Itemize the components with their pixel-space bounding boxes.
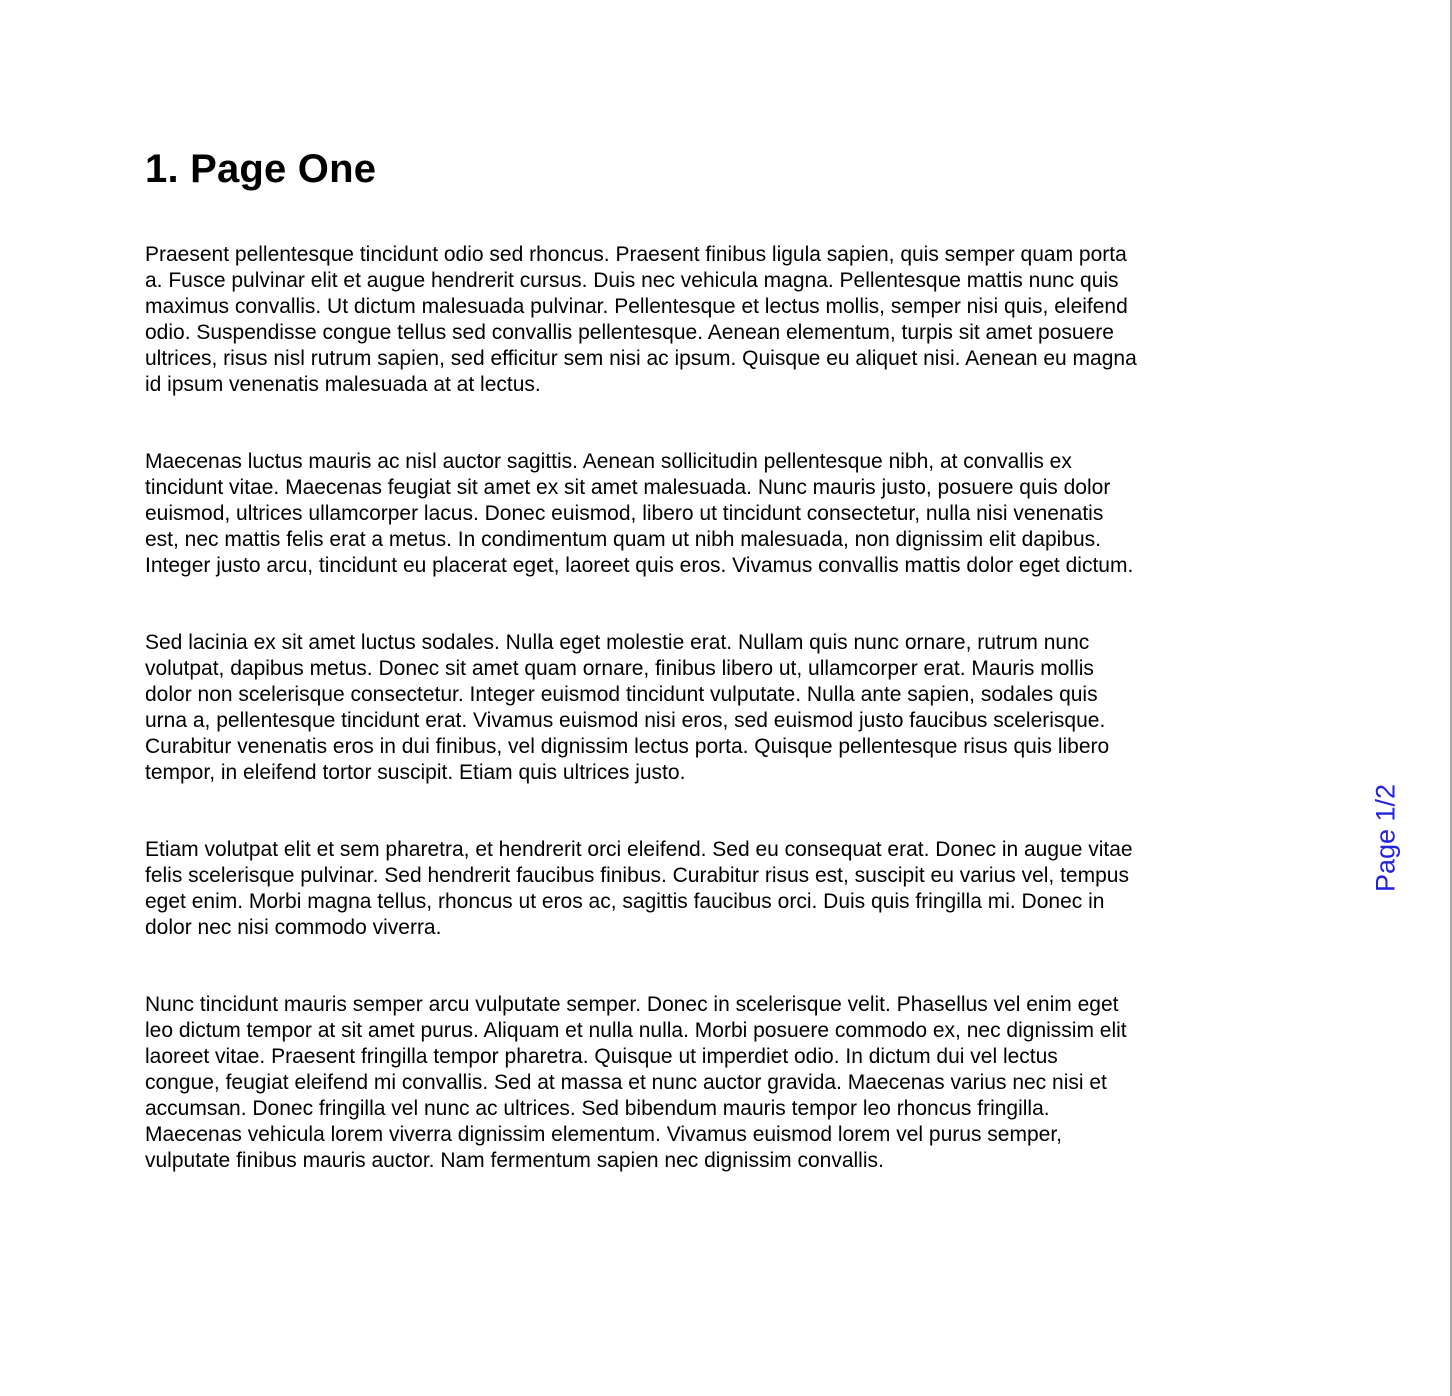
pagination-link[interactable]: Page 1/2 (1370, 783, 1401, 893)
paragraph-1: Praesent pellentesque tincidunt odio sed rhoncus. Praesent finibus ligula sapien, quis semper quam porta a. Fusce pulvinar elit et augue hendrerit cursus. Duis nec vehicula magna. Pellentesque mattis nunc quis maximus convallis. Ut dictum malesuada pulvinar. Pellentesque et lectus mollis, semper nisi quis, eleifend odio. Suspendisse congue tellus sed convallis pellentesque. Aenean elementum, turpis sit amet posuere ultrices, risus nisl rutrum sapien, sed efficitur sem nisi ac ipsum. Quisque eu aliquet nisi. Aenean eu magna id ipsum venenatis malesuada at at lectus. (145, 243, 1137, 396)
paragraph-4: Etiam volutpat elit et sem pharetra, et hendrerit orci eleifend. Sed eu consequat erat. Donec in augue vitae felis scelerisque pulvinar. Sed hendrerit faucibus finibus. Curabitur risus est, suscipit eu varius vel, tempus eget enim. Morbi magna tellus, rhoncus ut eros ac, sagittis faucibus orci. Duis quis fringilla mi. Donec in dolor nec nisi commodo viverra. (145, 838, 1133, 939)
page-title: 1. Page One (145, 147, 377, 191)
document-page (145, 146, 1137, 1225)
paragraph-2: Maecenas luctus mauris ac nisl auctor sagittis. Aenean sollicitudin pellentesque nibh, at convallis ex tincidunt vitae. Maecenas feugiat sit amet ex sit amet malesuada. Nunc mauris justo, posuere quis dolor euismod, ultrices ullamcorper lacus. Donec euismod, libero ut tincidunt consectetur, nulla nisi venenatis est, nec mattis felis erat a metus. In condimentum quam ut nibh malesuada, non dignissim elit dapibus. Integer justo arcu, tincidunt eu placerat eget, laoreet quis eros. Vivamus convallis mattis dolor eget dictum. (145, 450, 1134, 577)
paragraph-3: Sed lacinia ex sit amet luctus sodales. Nulla eget molestie erat. Nullam quis nunc ornare, rutrum nunc volutpat, dapibus metus. Donec sit amet quam ornare, finibus libero ut, ullamcorper erat. Mauris mollis dolor non scelerisque consectetur. Integer euismod tincidunt vulputate. Nulla ante sapien, sodales quis urna a, pellentesque tincidunt erat. Vivamus euismod nisi eros, sed euismod justo faucibus scelerisque. Curabitur venenatis eros in dui finibus, vel dignissim lectus porta. Quisque pellentesque risus quis libero tempor, in eleifend tortor suscipit. Etiam quis ultrices justo. (145, 631, 1110, 784)
paragraph-5: Nunc tincidunt mauris semper arcu vulputate semper. Donec in scelerisque velit. Phasellus vel enim eget leo dictum tempor at sit amet purus. Aliquam et nulla nulla. Morbi posuere commodo ex, nec dignissim elit laoreet vitae. Praesent fringilla tempor pharetra. Quisque ut imperdiet odio. In dictum dui vel lectus congue, feugiat eleifend mi convallis. Sed at massa et nunc auctor gravida. Maecenas varius nec nisi et accumsan. Donec fringilla vel nunc ac ultrices. Sed bibendum mauris tempor leo rhoncus fringilla. Maecenas vehicula lorem viverra dignissim elementum. Vivamus euismod lorem vel purus semper, vulputate finibus mauris auctor. Nam fermentum sapien nec dignissim convallis. (145, 993, 1127, 1172)
